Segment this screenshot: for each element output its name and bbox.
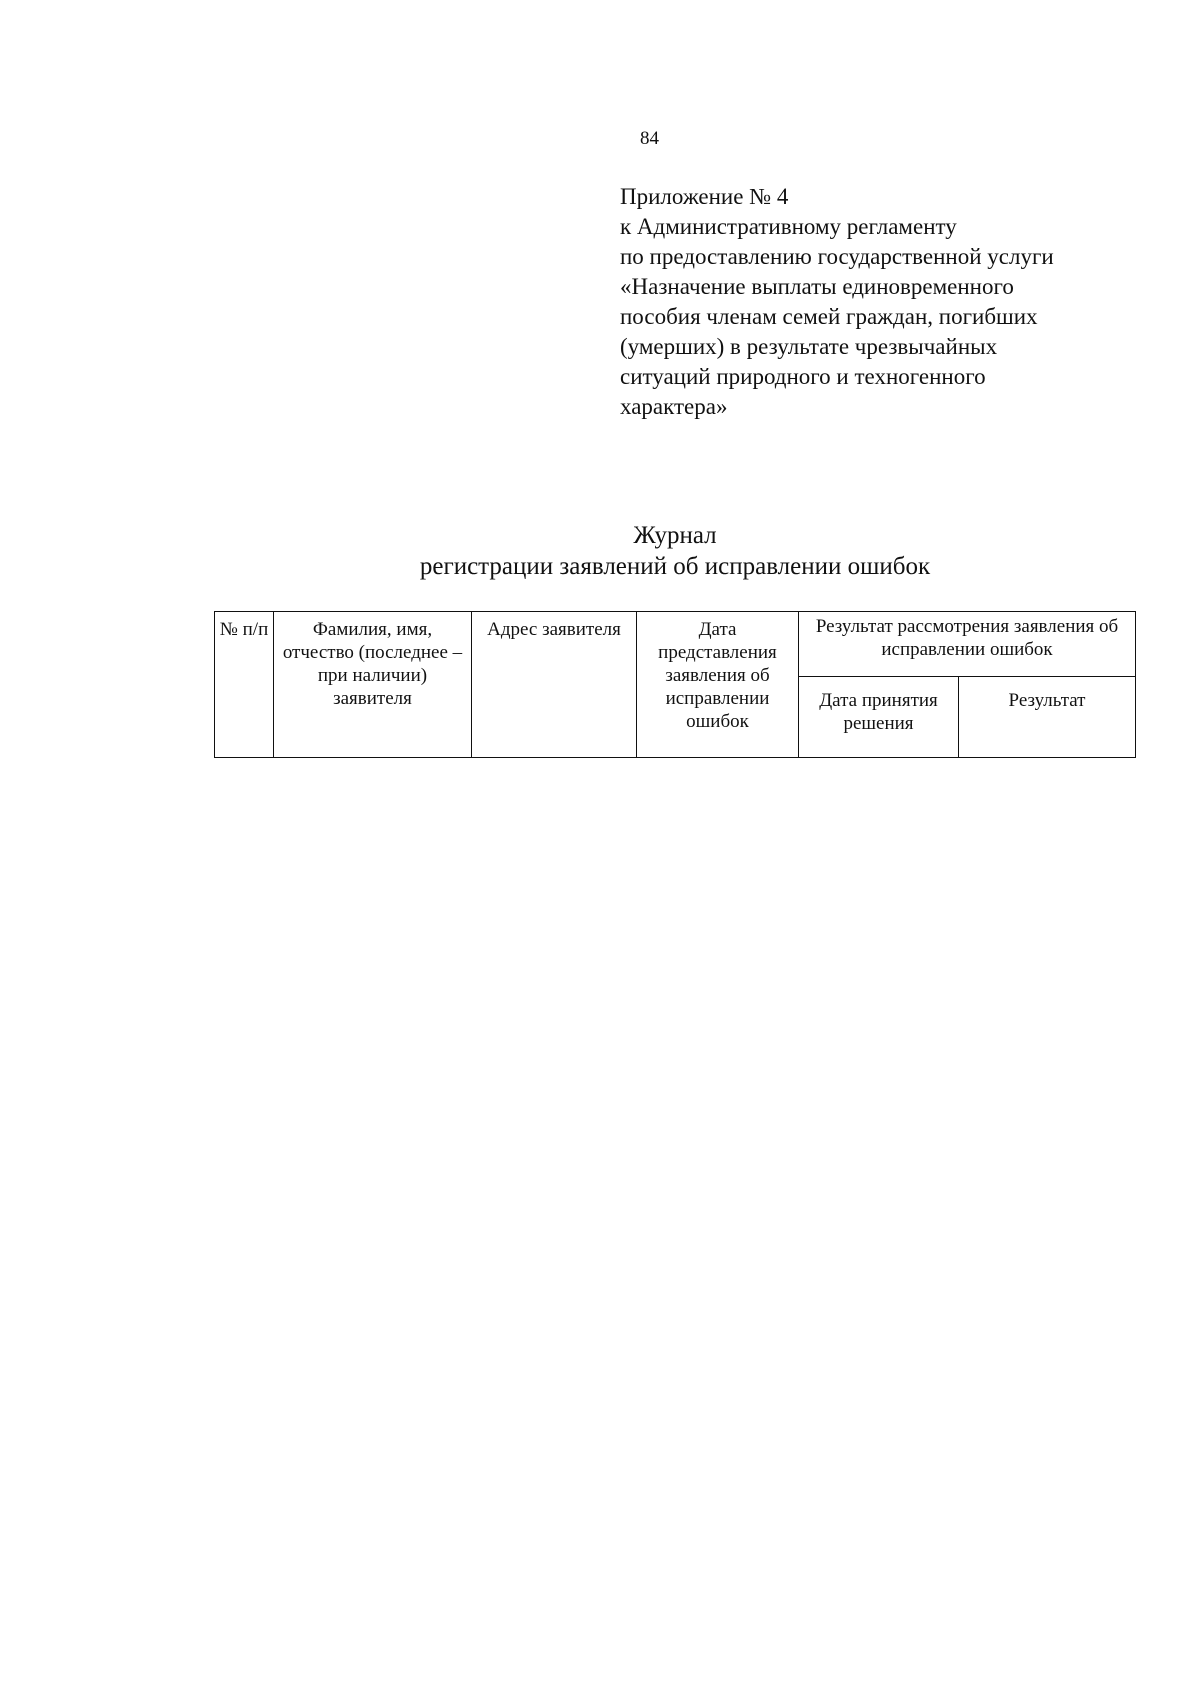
appendix-line: «Назначение выплаты единовременного <box>620 274 1014 299</box>
header-number: № п/п <box>215 612 274 758</box>
document-title <box>0 520 1200 582</box>
appendix-line: пособия членам семей граждан, погибших <box>620 304 1038 329</box>
header-date-submitted: Дата представления заявления об исправлении ошибок <box>637 612 799 758</box>
title-line-2: регистрации заявлений об исправлении ошибок <box>419 553 931 580</box>
appendix-line: ситуаций природного и техногенного <box>620 364 986 389</box>
appendix-line: по предоставлению государственной услуги <box>620 244 1054 269</box>
appendix-line: к Административному регламенту <box>620 214 957 239</box>
header-address: Адрес заявителя <box>472 612 637 758</box>
appendix-line: (умерших) в результате чрезвычайных <box>620 334 998 359</box>
header-name: Фамилия, имя, отчество (последнее – при наличии) заявителя <box>274 612 472 758</box>
page-number: 84 <box>640 128 659 149</box>
appendix-note <box>620 182 1140 422</box>
appendix-line: Приложение № 4 <box>620 184 789 209</box>
title-line-1: Журнал <box>633 522 717 549</box>
header-decision-date: Дата принятия решения <box>799 677 959 758</box>
journal-table <box>214 611 1136 758</box>
appendix-line: характера» <box>620 394 728 419</box>
header-result: Результат <box>959 677 1136 758</box>
header-result-group: Результат рассмотрения заявления об исправлении ошибок <box>799 612 1136 677</box>
